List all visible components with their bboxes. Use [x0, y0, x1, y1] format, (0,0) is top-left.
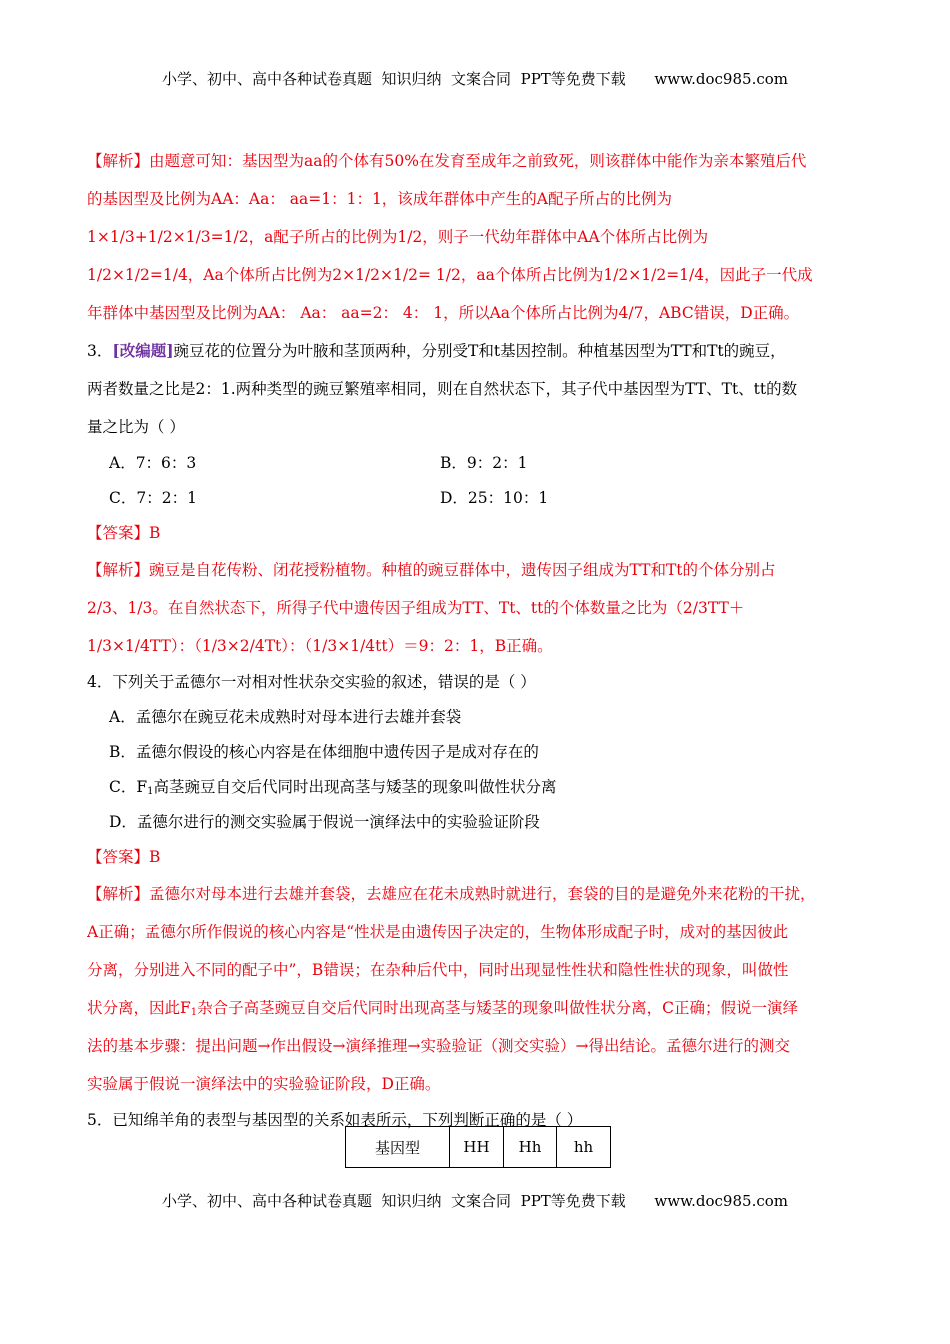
- analysis-line: 【解析】豌豆是自花传粉、闭花授粉植物。种植的豌豆群体中，遗传因子组成为TT和Tt的个体分别占: [87, 561, 776, 579]
- q4-analysis: [87, 875, 877, 1103]
- answer: 【答案】B: [87, 848, 161, 866]
- question-stem: [87, 332, 877, 370]
- option-row: [87, 446, 877, 481]
- analysis-line: 1/3×1/4TT）：（1/3×2/4Tt）：（1/3×1/4tt）＝9：2：1，B正确。: [87, 637, 553, 655]
- option-a: A．孟德尔在豌豆花未成熟时对母本进行去雄并套袋: [109, 708, 462, 726]
- answer: 【答案】B: [87, 524, 161, 542]
- option-c: C．$F_1$高茎豌豆自交后代同时出现高茎与矮茎的现象叫做性状分离: [109, 778, 557, 797]
- table-row: [346, 1127, 611, 1168]
- analysis-line: 实验属于假说一演绎法中的实验验证阶段，D正确。: [87, 1075, 441, 1093]
- q2-analysis: [87, 142, 877, 332]
- page-header: 小学、初中、高中各种试卷真题 知识归纳 文案合同 PPT等免费下载 www.doc985.com: [161, 70, 788, 88]
- question-4: [87, 665, 877, 1103]
- analysis-line: 【解析】由题意可知：基因型为aa的个体有50%在发育至成年之前致死，则该群体中能作为亲本繁殖后代: [87, 152, 807, 170]
- option-b: B．孟德尔假设的核心内容是在体细胞中遗传因子是成对存在的: [109, 743, 539, 761]
- page-content: [87, 142, 877, 1138]
- question-stem: 5．已知绵羊角的表型与基因型的关系如表所示，下列判断正确的是（ ）: [87, 1111, 583, 1129]
- table-cell: Hh: [504, 1127, 557, 1168]
- analysis-line: 2/3、1/3。在自然状态下，所得子代中遗传因子组成为TT、Tt、tt的个体数量之比为（2/3TT＋: [87, 599, 745, 617]
- option-b: B．9：2：1: [440, 454, 528, 472]
- option-c: C．7：2：1: [109, 489, 197, 507]
- analysis-line: 年群体中基因型及比例为AA： Aa： aa=2： 4： 1，所以Aa个体所占比例为4/7，ABC错误，D正确。: [87, 304, 800, 322]
- analysis-line: 状分离，因此$F_1$杂合子高茎豌豆自交后代同时出现高茎与矮茎的现象叫做性状分离，C正确；假说一演绎: [87, 999, 799, 1018]
- analysis-line: 1×1/3+1/2×1/3=1/2，a配子所占的比例为1/2，则子一代幼年群体中AA个体所占比例为: [87, 228, 709, 246]
- adapted-tag: [改编题]: [112, 341, 174, 360]
- question-3: [87, 332, 877, 665]
- question-stem: 4．下列关于孟德尔一对相对性状杂交实验的叙述，错误的是（ ）: [87, 673, 536, 691]
- stem-text: 豌豆花的位置分为叶腋和茎顶两种，分别受T和t基因控制。种植基因型为TT和Tt的豌豆，: [173, 342, 786, 360]
- option-d: D．25：10：1: [440, 489, 549, 507]
- table-cell: HH: [450, 1127, 504, 1168]
- page-footer: 小学、初中、高中各种试卷真题 知识归纳 文案合同 PPT等免费下载 www.doc985.com: [161, 1192, 788, 1210]
- analysis-line: 1/2×1/2=1/4，Aa个体所占比例为2×1/2×1/2= 1/2，aa个体所占比例为1/2×1/2=1/4，因此子一代成: [87, 266, 813, 284]
- genotype-table: [345, 1126, 611, 1168]
- question-number: 3．: [87, 342, 113, 360]
- table-cell: 基因型: [346, 1127, 450, 1168]
- q3-analysis: [87, 551, 877, 665]
- table-cell: hh: [557, 1127, 611, 1168]
- analysis-line: 分离，分别进入不同的配子中”，B错误；在杂种后代中，同时出现显性性状和隐性性状的现象，叫做性: [87, 961, 789, 979]
- analysis-line: 【解析】孟德尔对母本进行去雄并套袋，去雄应在花未成熟时就进行，套袋的目的是避免外来花粉的干扰，: [87, 885, 816, 903]
- option-row: [87, 481, 877, 516]
- analysis-line: A正确；孟德尔所作假说的核心内容是“性状是由遗传因子决定的，生物体形成配子时，成对的基因彼此: [87, 923, 789, 941]
- option-a: A．7：6：3: [109, 454, 197, 472]
- analysis-line: 的基因型及比例为AA：Aa： aa=1：1：1，该成年群体中产生的A配子所占的比例为: [87, 190, 672, 208]
- option-d: D．孟德尔进行的测交实验属于假说一演绎法中的实验验证阶段: [109, 813, 540, 831]
- question-stem: 量之比为（ ）: [87, 418, 185, 436]
- analysis-line: 法的基本步骤：提出问题→作出假设→演绎推理→实验验证（测交实验）→得出结论。孟德尔进行的测交: [87, 1037, 790, 1055]
- question-stem: 两者数量之比是2：1.两种类型的豌豆繁殖率相同，则在自然状态下，其子代中基因型为TT、Tt、tt的数: [87, 380, 798, 398]
